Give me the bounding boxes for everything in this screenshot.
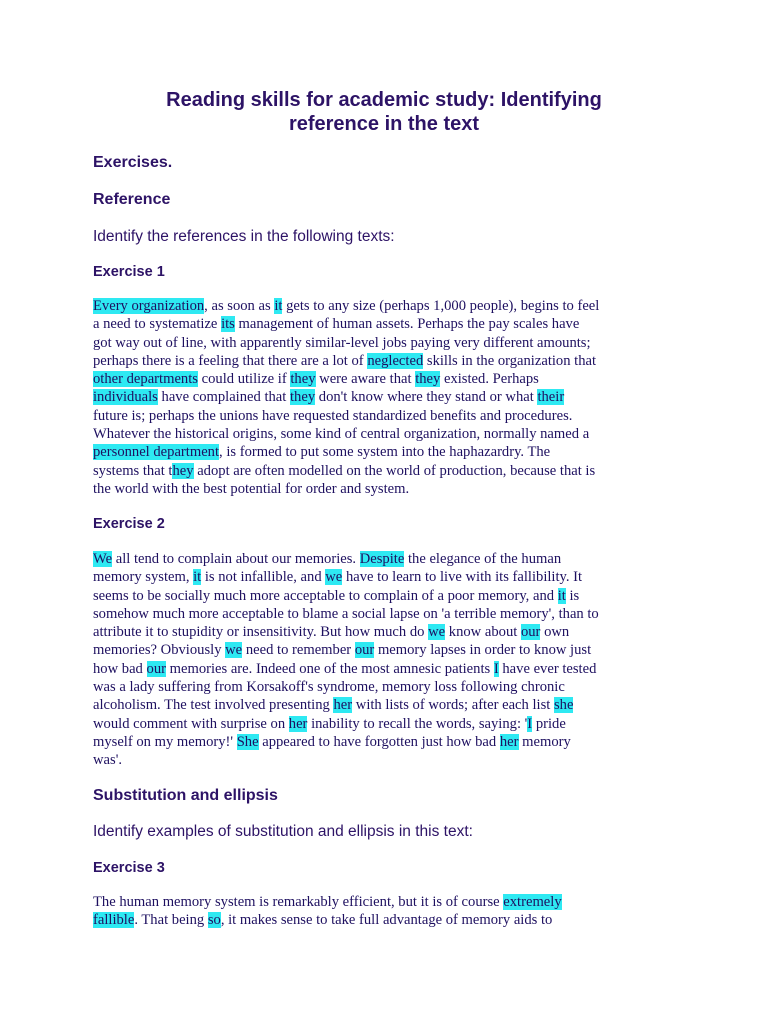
highlighted-reference: fallible xyxy=(93,912,135,929)
text-line xyxy=(93,587,683,605)
text-run: is not infallible, and xyxy=(201,569,326,586)
text-line xyxy=(93,370,683,388)
text-run: perhaps there is a feeling that there are a lot of xyxy=(93,352,368,369)
text-run: myself on my memory!' xyxy=(93,733,237,750)
highlighted-reference: She xyxy=(236,733,259,750)
text-line xyxy=(93,641,683,659)
text-run: skills in the organization that xyxy=(423,352,597,369)
text-line xyxy=(93,550,683,568)
highlighted-reference: I xyxy=(527,715,533,732)
text-run: systems that t xyxy=(93,462,173,479)
text-run: adopt are often modelled on the world of production, because that is xyxy=(193,462,596,479)
text-run: management of human assets. Perhaps the pay scales have xyxy=(234,316,580,333)
text-line xyxy=(93,480,683,498)
text-run: . That being xyxy=(134,912,208,929)
highlighted-reference: we xyxy=(325,569,343,586)
text-run: alcoholism. The test involved presenting xyxy=(93,697,334,714)
exercise-1-text xyxy=(93,297,683,498)
text-line xyxy=(93,696,683,714)
text-line xyxy=(93,911,683,929)
text-run: memories? Obviously xyxy=(93,642,226,659)
text-run: memory system, xyxy=(93,569,194,586)
text-line xyxy=(93,462,683,480)
substitution-instruction: Identify examples of substitution and ellipsis in this text: xyxy=(93,823,473,840)
text-run: have to learn to live with its fallibility. It xyxy=(342,569,583,586)
highlighted-reference: we xyxy=(225,642,243,659)
text-line xyxy=(93,568,683,586)
text-run: have complained that xyxy=(157,389,290,406)
text-run: was a lady suffering from Korsakoff's syndrome, memory loss following chronic xyxy=(93,679,565,696)
text-run: existed. Perhaps xyxy=(440,371,539,388)
text-line xyxy=(93,352,683,370)
text-run: memory lapses in order to know just xyxy=(374,642,592,659)
exercises-heading: Exercises. xyxy=(93,154,173,171)
highlighted-reference: our xyxy=(354,642,375,659)
text-run: Whatever the historical origins, some kind of central organization, normally named a xyxy=(93,426,590,443)
text-run: somehow much more acceptable to blame a social lapse on 'a terrible memory', than to xyxy=(93,605,599,622)
text-run: how bad xyxy=(93,660,147,677)
highlighted-reference: they xyxy=(290,371,316,388)
text-run: got way out of line, with apparently similar-level jobs paying very different amounts; xyxy=(93,334,591,351)
text-line xyxy=(93,315,683,333)
reference-instruction: Identify the references in the following texts: xyxy=(93,228,395,245)
highlighted-reference: it xyxy=(557,587,566,604)
highlighted-reference: personnel department xyxy=(93,444,220,461)
text-line xyxy=(93,751,683,769)
text-run: all tend to complain about our memories. xyxy=(112,551,360,567)
text-run: , it makes sense to take full advantage of memory aids to xyxy=(220,912,553,929)
reference-heading: Reference xyxy=(93,191,171,208)
text-run: pride xyxy=(532,715,566,732)
text-run: , as soon as xyxy=(204,298,275,314)
text-run: is xyxy=(565,587,580,604)
text-run: with lists of words; after each list xyxy=(352,697,554,714)
highlighted-reference: her xyxy=(288,715,308,732)
highlighted-reference: extremely xyxy=(503,894,562,910)
text-line xyxy=(93,605,683,623)
exercise-3-heading: Exercise 3 xyxy=(93,860,165,876)
highlighted-reference: her xyxy=(333,697,353,714)
highlighted-reference: she xyxy=(553,697,574,714)
highlighted-reference: we xyxy=(428,624,446,641)
highlighted-reference: their xyxy=(537,389,565,406)
highlighted-reference: our xyxy=(520,624,541,641)
text-line xyxy=(93,443,683,461)
title-line-1: Reading skills for academic study: Identifying xyxy=(166,89,602,111)
highlighted-reference: neglected xyxy=(367,352,424,369)
text-line xyxy=(93,407,683,425)
text-run: gets to any size (perhaps 1,000 people), begins to feel xyxy=(282,298,600,314)
highlighted-reference: our xyxy=(146,660,166,677)
text-run: were aware that xyxy=(315,371,416,388)
text-run: don't know where they stand or what xyxy=(315,389,538,406)
text-line xyxy=(93,388,683,406)
title-line-2: reference in the text xyxy=(288,113,480,135)
exercise-2-text xyxy=(93,550,683,770)
substitution-heading: Substitution and ellipsis xyxy=(93,787,278,804)
highlighted-reference: her xyxy=(499,733,519,750)
highlighted-reference: individuals xyxy=(93,389,158,406)
highlighted-reference: Every organization xyxy=(93,298,205,314)
text-run: own xyxy=(540,624,570,641)
exercise-3-text xyxy=(93,893,683,930)
highlighted-reference: they xyxy=(415,371,441,388)
highlighted-reference: We xyxy=(93,551,113,567)
text-run: would comment with surprise on xyxy=(93,715,289,732)
text-run: The human memory system is remarkably efficient, but it is of course xyxy=(93,894,504,910)
text-line xyxy=(93,893,683,911)
text-run: have ever tested xyxy=(498,660,597,677)
text-run: future is; perhaps the unions have requested standardized benefits and procedures. xyxy=(93,407,573,424)
text-run: attribute it to stupidity or insensitivity. But how much do xyxy=(93,624,429,641)
highlighted-reference: Despite xyxy=(359,551,405,567)
highlighted-reference: I xyxy=(493,660,499,677)
text-run: know about xyxy=(445,624,521,641)
text-run: memory xyxy=(518,733,571,750)
text-line xyxy=(93,660,683,678)
text-line xyxy=(93,297,683,315)
text-run: the world with the best potential for order and system. xyxy=(93,480,410,497)
text-run: appeared to have forgotten just how bad xyxy=(258,733,500,750)
text-run: a need to systematize xyxy=(93,316,222,333)
highlighted-reference: it xyxy=(274,298,283,314)
text-run: was'. xyxy=(93,752,122,769)
text-line xyxy=(93,733,683,751)
highlighted-reference: other departments xyxy=(93,371,198,388)
text-line xyxy=(93,715,683,733)
highlighted-reference: they xyxy=(289,389,316,406)
page-title xyxy=(94,88,674,136)
text-run: , is formed to put some system into the haphazardry. The xyxy=(219,444,551,461)
text-run: the elegance of the human xyxy=(404,551,562,567)
text-run: seems to be socially much more acceptable to complain of a poor memory, and xyxy=(93,587,558,604)
text-run: could utilize if xyxy=(197,371,291,388)
text-run: need to remember xyxy=(242,642,355,659)
exercise-1-heading: Exercise 1 xyxy=(93,264,165,280)
text-line xyxy=(93,678,683,696)
text-run: memories are. Indeed one of the most amnesic patients xyxy=(165,660,494,677)
text-line xyxy=(93,334,683,352)
highlighted-reference: it xyxy=(193,569,202,586)
highlighted-reference: so xyxy=(207,912,221,929)
highlighted-reference: its xyxy=(221,316,235,333)
text-run: inability to recall the words, saying: ' xyxy=(307,715,528,732)
text-line xyxy=(93,623,683,641)
text-line xyxy=(93,425,683,443)
exercise-2-heading: Exercise 2 xyxy=(93,516,165,532)
highlighted-reference: hey xyxy=(172,462,194,479)
